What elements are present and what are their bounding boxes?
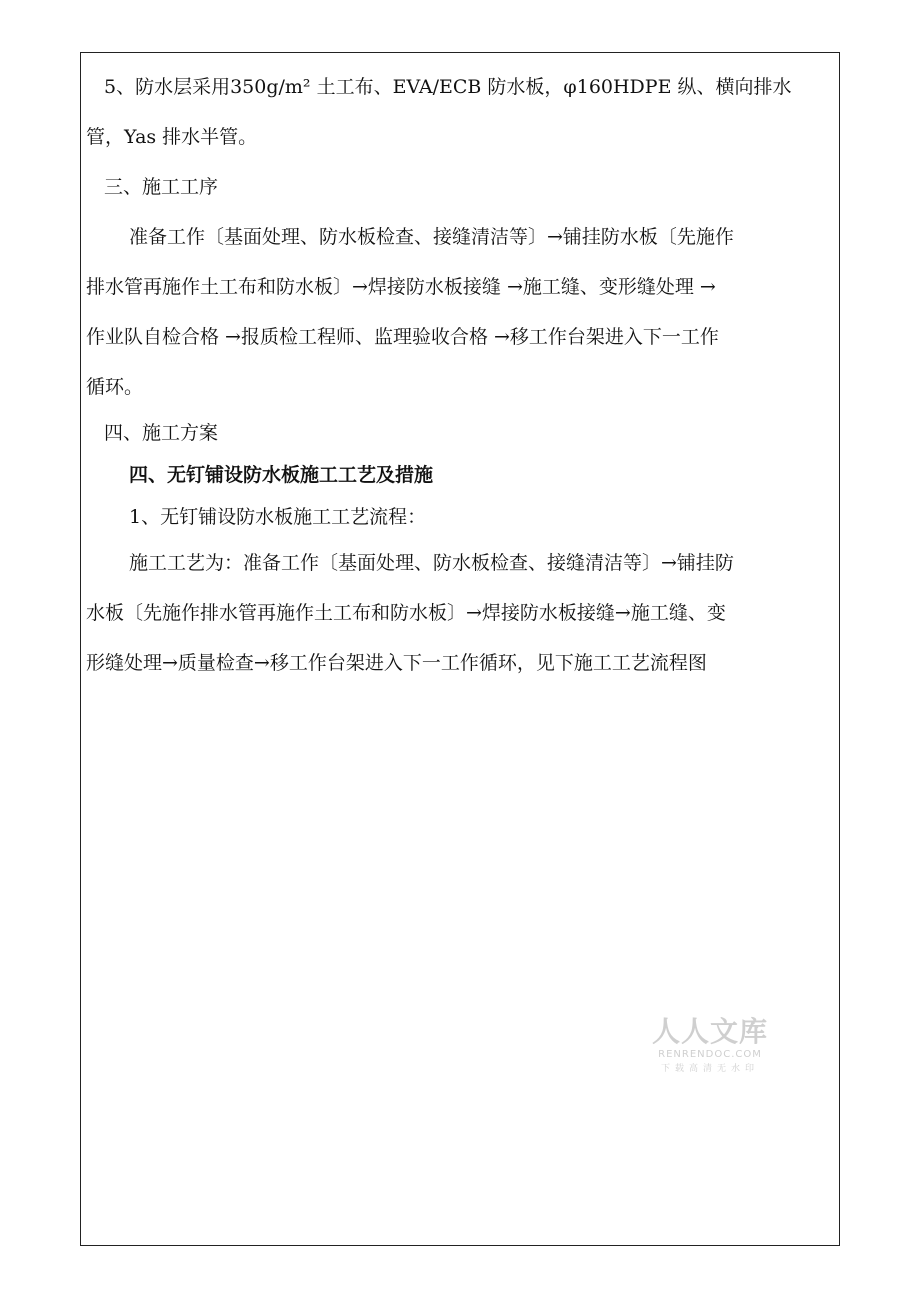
section-4-paragraph-line-3: 形缝处理→质量检查→移工作台架进入下一工作循环，见下施工工艺流程图 <box>86 652 707 674</box>
section-3-paragraph-line-1: 准备工作〔基面处理、防水板检查、接缝清洁等〕→铺挂防水板〔先施作 <box>129 226 734 248</box>
section-3-paragraph-line-4: 循环。 <box>86 376 144 398</box>
section-4-item-1: 1、无钉铺设防水板施工工艺流程： <box>129 506 427 528</box>
document-body <box>86 62 834 688</box>
watermark-domain: RENRENDOC.COM <box>658 1049 762 1060</box>
section-3-paragraph-line-2: 排水管再施作土工布和防水板〕→焊接防水板接缝 →施工缝、变形缝处理 → <box>86 276 716 298</box>
item-5-line-1: 5、防水层采用350g/m² 土工布、EVA/ECB 防水板，φ160HDPE 纵、横向排水 <box>104 76 792 98</box>
section-4-paragraph-line-2: 水板〔先施作排水管再施作土工布和防水板〕→焊接防水板接缝→施工缝、变 <box>86 602 726 624</box>
section-4-heading: 四、施工方案 <box>104 422 219 444</box>
item-5-line-2: 管，Yas 排水半管。 <box>86 126 258 148</box>
section-4-subheading: 四、无钉铺设防水板施工工艺及措施 <box>129 464 434 486</box>
section-3-paragraph-line-3: 作业队自检合格 →报质检工程师、监理验收合格 →移工作台架进入下一工作 <box>86 326 719 348</box>
watermark-title: 人人文库 <box>651 1015 768 1048</box>
watermark-logo <box>646 1016 774 1076</box>
section-3-heading: 三、施工工序 <box>104 176 219 198</box>
section-4-paragraph-line-1: 施工工艺为：准备工作〔基面处理、防水板检查、接缝清洁等〕→铺挂防 <box>129 552 734 574</box>
watermark-tagline: 下载高清无水印 <box>660 1064 759 1074</box>
